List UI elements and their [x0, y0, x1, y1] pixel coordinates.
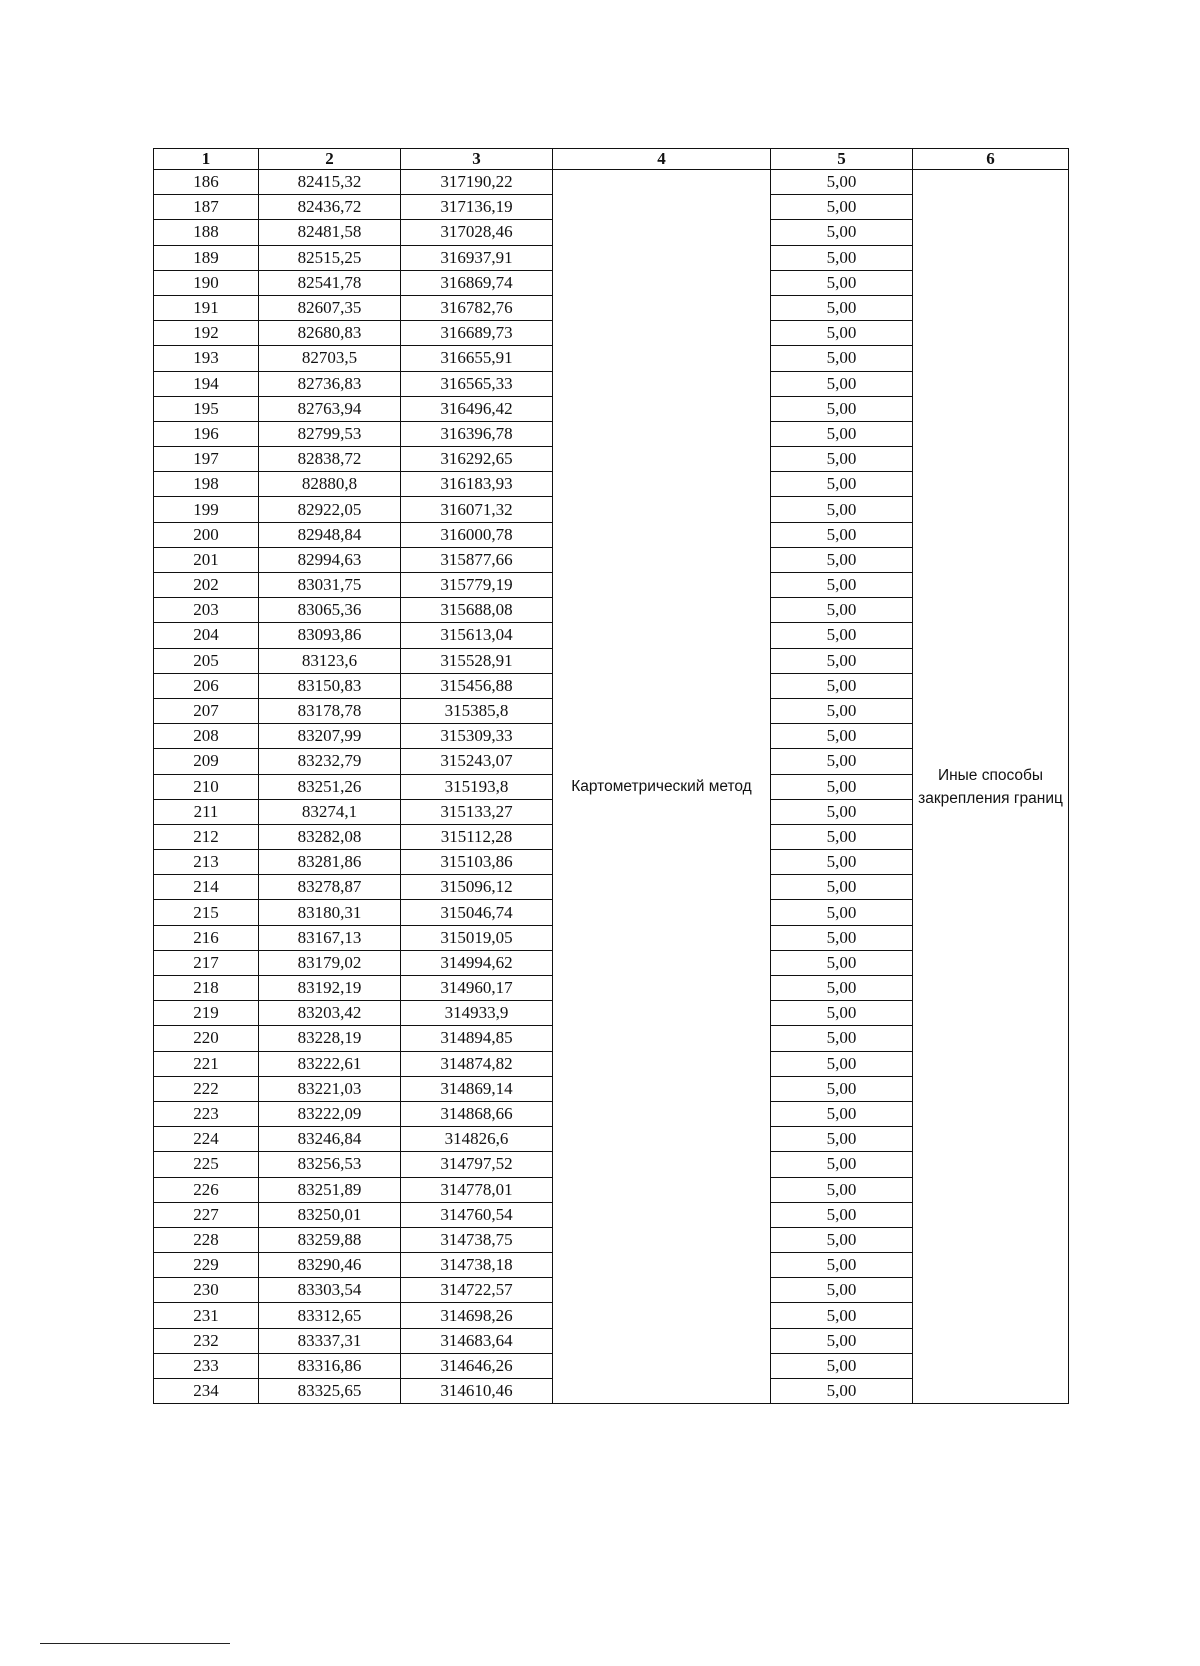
- coordinate-y: 314760,54: [401, 1202, 553, 1227]
- point-number: 220: [154, 1026, 259, 1051]
- coordinate-y: 314610,46: [401, 1379, 553, 1404]
- point-number: 210: [154, 774, 259, 799]
- coordinate-x: 82415,32: [259, 170, 401, 195]
- point-number: 231: [154, 1303, 259, 1328]
- point-number: 192: [154, 321, 259, 346]
- point-number: 191: [154, 295, 259, 320]
- coordinate-x: 82736,83: [259, 371, 401, 396]
- coordinate-x: 82481,58: [259, 220, 401, 245]
- point-number: 213: [154, 850, 259, 875]
- coordinate-x: 83093,86: [259, 623, 401, 648]
- coordinate-x: 82436,72: [259, 195, 401, 220]
- coordinate-x: 82922,05: [259, 497, 401, 522]
- coordinate-x: 83337,31: [259, 1328, 401, 1353]
- determination-method: Картометрический метод: [553, 170, 771, 1404]
- accuracy-value: 5,00: [771, 1227, 913, 1252]
- point-number: 211: [154, 799, 259, 824]
- coordinate-y: 315103,86: [401, 850, 553, 875]
- accuracy-value: 5,00: [771, 1026, 913, 1051]
- coordinate-y: 316565,33: [401, 371, 553, 396]
- accuracy-value: 5,00: [771, 925, 913, 950]
- point-number: 199: [154, 497, 259, 522]
- coordinate-y: 314738,75: [401, 1227, 553, 1252]
- point-number: 222: [154, 1076, 259, 1101]
- coordinate-y: 315456,88: [401, 673, 553, 698]
- coordinate-x: 83065,36: [259, 598, 401, 623]
- coordinate-x: 83167,13: [259, 925, 401, 950]
- coordinate-y: 316782,76: [401, 295, 553, 320]
- coordinate-x: 83281,86: [259, 850, 401, 875]
- point-number: 195: [154, 396, 259, 421]
- point-number: 232: [154, 1328, 259, 1353]
- accuracy-value: 5,00: [771, 698, 913, 723]
- accuracy-value: 5,00: [771, 950, 913, 975]
- coordinate-x: 83278,87: [259, 875, 401, 900]
- accuracy-value: 5,00: [771, 371, 913, 396]
- coordinate-y: 316937,91: [401, 245, 553, 270]
- coordinate-y: 316655,91: [401, 346, 553, 371]
- accuracy-value: 5,00: [771, 421, 913, 446]
- point-number: 206: [154, 673, 259, 698]
- accuracy-value: 5,00: [771, 1101, 913, 1126]
- accuracy-value: 5,00: [771, 1076, 913, 1101]
- point-number: 225: [154, 1152, 259, 1177]
- accuracy-value: 5,00: [771, 195, 913, 220]
- coordinate-y: 316292,65: [401, 447, 553, 472]
- accuracy-value: 5,00: [771, 724, 913, 749]
- coordinate-y: 317190,22: [401, 170, 553, 195]
- coordinate-x: 82680,83: [259, 321, 401, 346]
- coordinate-x: 83303,54: [259, 1278, 401, 1303]
- point-number: 186: [154, 170, 259, 195]
- accuracy-value: 5,00: [771, 573, 913, 598]
- point-number: 203: [154, 598, 259, 623]
- point-number: 193: [154, 346, 259, 371]
- accuracy-value: 5,00: [771, 1001, 913, 1026]
- coordinate-x: 82880,8: [259, 472, 401, 497]
- accuracy-value: 5,00: [771, 648, 913, 673]
- point-number: 227: [154, 1202, 259, 1227]
- point-number: 200: [154, 522, 259, 547]
- point-number: 209: [154, 749, 259, 774]
- accuracy-value: 5,00: [771, 396, 913, 421]
- coordinate-x: 83316,86: [259, 1353, 401, 1378]
- point-number: 188: [154, 220, 259, 245]
- coordinate-x: 83251,26: [259, 774, 401, 799]
- coordinate-y: 315528,91: [401, 648, 553, 673]
- coordinate-x: 83312,65: [259, 1303, 401, 1328]
- coordinate-y: 314933,9: [401, 1001, 553, 1026]
- coordinate-x: 83192,19: [259, 976, 401, 1001]
- point-number: 205: [154, 648, 259, 673]
- coordinate-x: 82948,84: [259, 522, 401, 547]
- table-header: [154, 149, 1069, 170]
- coordinate-y: 316183,93: [401, 472, 553, 497]
- point-number: 215: [154, 900, 259, 925]
- coordinate-y: 314874,82: [401, 1051, 553, 1076]
- coordinate-x: 83203,42: [259, 1001, 401, 1026]
- coordinate-x: 83180,31: [259, 900, 401, 925]
- accuracy-value: 5,00: [771, 447, 913, 472]
- coordinate-x: 83259,88: [259, 1227, 401, 1252]
- coordinate-y: 314826,6: [401, 1127, 553, 1152]
- coordinate-y: 315046,74: [401, 900, 553, 925]
- coordinate-y: 317028,46: [401, 220, 553, 245]
- accuracy-value: 5,00: [771, 1051, 913, 1076]
- coordinate-y: 315133,27: [401, 799, 553, 824]
- coordinate-y: 315019,05: [401, 925, 553, 950]
- column-header-3: 3: [401, 149, 553, 170]
- coordinate-y: 314894,85: [401, 1026, 553, 1051]
- table-row: [154, 170, 1069, 195]
- coordinate-y: 316869,74: [401, 270, 553, 295]
- point-number: 216: [154, 925, 259, 950]
- accuracy-value: 5,00: [771, 220, 913, 245]
- accuracy-value: 5,00: [771, 598, 913, 623]
- coordinate-x: 83150,83: [259, 673, 401, 698]
- coordinate-y: 315309,33: [401, 724, 553, 749]
- accuracy-value: 5,00: [771, 1353, 913, 1378]
- coordinate-x: 83221,03: [259, 1076, 401, 1101]
- accuracy-value: 5,00: [771, 799, 913, 824]
- accuracy-value: 5,00: [771, 1152, 913, 1177]
- coordinate-y: 317136,19: [401, 195, 553, 220]
- coordinate-x: 83250,01: [259, 1202, 401, 1227]
- accuracy-value: 5,00: [771, 875, 913, 900]
- accuracy-value: 5,00: [771, 497, 913, 522]
- boundary-fixing-method: Иные способы закрепления границ: [913, 170, 1069, 1404]
- coordinate-y: 314683,64: [401, 1328, 553, 1353]
- point-number: 228: [154, 1227, 259, 1252]
- coordinate-x: 82607,35: [259, 295, 401, 320]
- column-header-2: 2: [259, 149, 401, 170]
- footnote-separator: [40, 1643, 230, 1644]
- point-number: 219: [154, 1001, 259, 1026]
- point-number: 234: [154, 1379, 259, 1404]
- coordinate-x: 83123,6: [259, 648, 401, 673]
- header-row: [154, 149, 1069, 170]
- accuracy-value: 5,00: [771, 749, 913, 774]
- point-number: 208: [154, 724, 259, 749]
- point-number: 218: [154, 976, 259, 1001]
- coordinate-x: 83246,84: [259, 1127, 401, 1152]
- coordinate-y: 315096,12: [401, 875, 553, 900]
- accuracy-value: 5,00: [771, 1379, 913, 1404]
- column-header-5: 5: [771, 149, 913, 170]
- accuracy-value: 5,00: [771, 824, 913, 849]
- point-number: 229: [154, 1253, 259, 1278]
- coordinate-x: 83222,09: [259, 1101, 401, 1126]
- point-number: 233: [154, 1353, 259, 1378]
- coordinate-y: 314698,26: [401, 1303, 553, 1328]
- accuracy-value: 5,00: [771, 1328, 913, 1353]
- coordinate-y: 316689,73: [401, 321, 553, 346]
- coordinate-y: 314868,66: [401, 1101, 553, 1126]
- point-number: 226: [154, 1177, 259, 1202]
- accuracy-value: 5,00: [771, 1303, 913, 1328]
- coordinate-y: 314646,26: [401, 1353, 553, 1378]
- coordinate-y: 316496,42: [401, 396, 553, 421]
- coordinate-x: 82541,78: [259, 270, 401, 295]
- accuracy-value: 5,00: [771, 673, 913, 698]
- accuracy-value: 5,00: [771, 522, 913, 547]
- accuracy-value: 5,00: [771, 900, 913, 925]
- point-number: 204: [154, 623, 259, 648]
- column-header-6: 6: [913, 149, 1069, 170]
- coordinate-y: 314960,17: [401, 976, 553, 1001]
- point-number: 221: [154, 1051, 259, 1076]
- coordinate-x: 83031,75: [259, 573, 401, 598]
- coordinate-y: 315688,08: [401, 598, 553, 623]
- coordinate-y: 314738,18: [401, 1253, 553, 1278]
- accuracy-value: 5,00: [771, 270, 913, 295]
- coordinate-y: 314869,14: [401, 1076, 553, 1101]
- coordinate-y: 316000,78: [401, 522, 553, 547]
- table-body: [154, 170, 1069, 1404]
- coordinate-y: 315112,28: [401, 824, 553, 849]
- point-number: 187: [154, 195, 259, 220]
- point-number: 190: [154, 270, 259, 295]
- coordinate-y: 315385,8: [401, 698, 553, 723]
- accuracy-value: 5,00: [771, 1177, 913, 1202]
- coordinate-y: 314722,57: [401, 1278, 553, 1303]
- coordinate-x: 83274,1: [259, 799, 401, 824]
- accuracy-value: 5,00: [771, 1127, 913, 1152]
- coordinate-x: 83290,46: [259, 1253, 401, 1278]
- coordinate-y: 315613,04: [401, 623, 553, 648]
- accuracy-value: 5,00: [771, 774, 913, 799]
- coordinate-y: 314778,01: [401, 1177, 553, 1202]
- boundary-coordinates-table: [153, 148, 1069, 1404]
- coordinate-x: 83282,08: [259, 824, 401, 849]
- point-number: 202: [154, 573, 259, 598]
- coordinate-x: 83251,89: [259, 1177, 401, 1202]
- accuracy-value: 5,00: [771, 295, 913, 320]
- coordinate-x: 82515,25: [259, 245, 401, 270]
- coordinate-y: 314994,62: [401, 950, 553, 975]
- coordinate-x: 83178,78: [259, 698, 401, 723]
- point-number: 198: [154, 472, 259, 497]
- accuracy-value: 5,00: [771, 321, 913, 346]
- coordinate-x: 83325,65: [259, 1379, 401, 1404]
- accuracy-value: 5,00: [771, 346, 913, 371]
- accuracy-value: 5,00: [771, 976, 913, 1001]
- point-number: 189: [154, 245, 259, 270]
- column-header-1: 1: [154, 149, 259, 170]
- coordinate-x: 83228,19: [259, 1026, 401, 1051]
- coordinate-x: 82763,94: [259, 396, 401, 421]
- coordinate-x: 83256,53: [259, 1152, 401, 1177]
- accuracy-value: 5,00: [771, 472, 913, 497]
- coordinate-y: 315779,19: [401, 573, 553, 598]
- coordinate-x: 82838,72: [259, 447, 401, 472]
- point-number: 224: [154, 1127, 259, 1152]
- coordinate-y: 314797,52: [401, 1152, 553, 1177]
- point-number: 214: [154, 875, 259, 900]
- coordinate-y: 315877,66: [401, 547, 553, 572]
- point-number: 197: [154, 447, 259, 472]
- point-number: 212: [154, 824, 259, 849]
- point-number: 194: [154, 371, 259, 396]
- accuracy-value: 5,00: [771, 1278, 913, 1303]
- accuracy-value: 5,00: [771, 245, 913, 270]
- coordinate-y: 315193,8: [401, 774, 553, 799]
- coordinate-x: 83222,61: [259, 1051, 401, 1076]
- accuracy-value: 5,00: [771, 623, 913, 648]
- coordinate-y: 315243,07: [401, 749, 553, 774]
- coordinate-x: 82799,53: [259, 421, 401, 446]
- point-number: 223: [154, 1101, 259, 1126]
- point-number: 217: [154, 950, 259, 975]
- point-number: 230: [154, 1278, 259, 1303]
- column-header-4: 4: [553, 149, 771, 170]
- point-number: 207: [154, 698, 259, 723]
- coordinate-x: 83207,99: [259, 724, 401, 749]
- coordinate-x: 82994,63: [259, 547, 401, 572]
- coordinate-x: 83232,79: [259, 749, 401, 774]
- accuracy-value: 5,00: [771, 1202, 913, 1227]
- accuracy-value: 5,00: [771, 547, 913, 572]
- accuracy-value: 5,00: [771, 850, 913, 875]
- coordinate-y: 316071,32: [401, 497, 553, 522]
- coordinate-x: 82703,5: [259, 346, 401, 371]
- accuracy-value: 5,00: [771, 170, 913, 195]
- coordinate-x: 83179,02: [259, 950, 401, 975]
- point-number: 201: [154, 547, 259, 572]
- point-number: 196: [154, 421, 259, 446]
- coordinate-y: 316396,78: [401, 421, 553, 446]
- accuracy-value: 5,00: [771, 1253, 913, 1278]
